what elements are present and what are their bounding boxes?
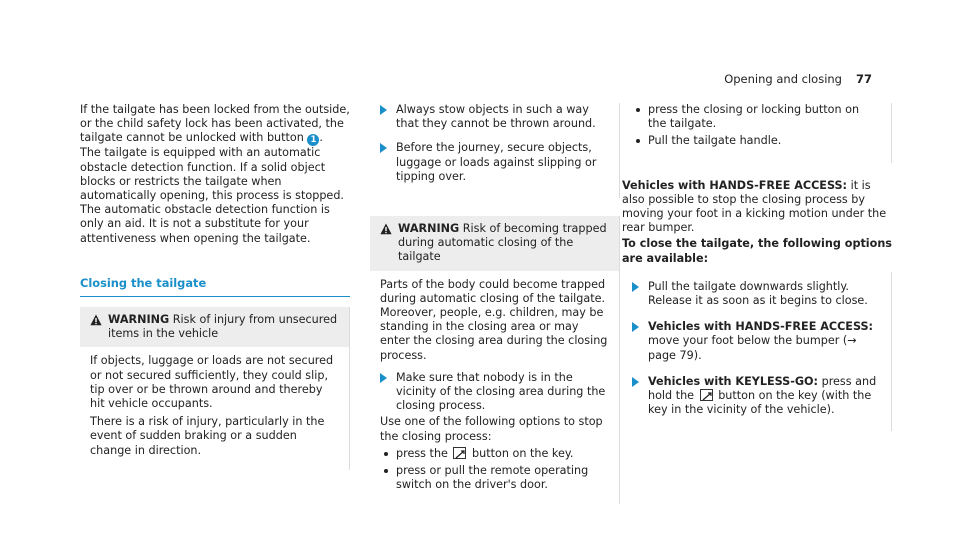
section-name: Opening and closing: [724, 72, 842, 86]
warning-header: [80, 307, 349, 347]
options-intro: Use one of the following options to stop the closing process:: [380, 415, 603, 443]
warning-triangle-icon: [90, 314, 102, 326]
step-arrow-icon: [632, 282, 639, 292]
warning-body: [80, 347, 349, 469]
list-item-text-b: button on the key.: [472, 446, 574, 460]
step-item: [380, 371, 609, 414]
bullet-dot: [636, 139, 640, 143]
list-item-text: press or pull the remote operating switch on the driver's door.: [396, 464, 589, 492]
steps-box-stow: [370, 103, 620, 198]
paragraph-obstacle-detection: The tailgate is equipped with an automatic obstacle detection function. If a solid object blocks or restricts the tailgate when automatically opening, this process is stopped. The automatic obstacle detection function is only an aid. It is not a substitute for your attentiveness when opening the tailgate.: [80, 146, 344, 245]
hands-free-label: Vehicles with HANDS-FREE ACCESS:: [622, 178, 848, 192]
list-item-text: press the closing or locking button on the tailgate.: [648, 103, 860, 131]
warning-text-1: If objects, luggage or loads are not secured or not secured sufficiently, they could slip, tip over or be thrown around and thereby hit vehicle occupants.: [90, 354, 334, 411]
warning-header: [370, 216, 619, 271]
section-title-closing: Closing the tailgate: [80, 276, 350, 297]
column-2: [370, 103, 620, 504]
tailgate-button-icon: [700, 389, 713, 401]
step-arrow-icon: [632, 322, 639, 332]
step-text-b: button on the key (with the key in the vicinity of the vehicle).: [648, 389, 872, 417]
column-3: [622, 103, 892, 431]
step-item: [632, 280, 879, 308]
page-number: 77: [855, 72, 872, 86]
tailgate-button-icon: [453, 447, 466, 459]
step-text-a: press and hold the: [648, 374, 877, 403]
step-item: [380, 103, 607, 131]
step-arrow-icon: [380, 143, 387, 153]
step-item: [632, 320, 879, 363]
step-text: Pull the tailgate downwards slightly. Release it as soon as it begins to close.: [648, 279, 868, 308]
paragraph-hands-free: [622, 179, 892, 236]
step-arrow-icon: [380, 105, 387, 115]
warning-body: [370, 271, 619, 505]
step-text-a: move your foot below the bumper (: [648, 334, 848, 348]
steps-box-close: [622, 272, 892, 432]
step-item: [632, 375, 879, 418]
step-text: [648, 320, 879, 363]
step-text: Before the journey, secure objects, luggage or loads against slipping or tipping over.: [396, 141, 597, 183]
bullet-dot: [384, 452, 388, 456]
step-text: Make sure that nobody is in the vicinity of the closing area during the closing process.: [396, 370, 606, 413]
list-item: [380, 464, 609, 492]
paragraph-text: If the tailgate has been locked from the outside, or the child safety lock has been activated, the tailgate cannot be unlocked with button: [80, 103, 350, 145]
page-header: [724, 72, 872, 86]
warning-text: Parts of the body could become trapped during automatic closing of the tailgate. Moreover, people, e.g. children, may be standing in the closing area or may enter the closing area during the closing process.: [380, 277, 608, 362]
paragraph-text-end: .: [319, 131, 323, 145]
bullet-dot: [384, 469, 388, 473]
warning-label: WARNING: [398, 222, 460, 236]
warning-triangle-icon: [380, 223, 392, 235]
bullets-box: [622, 103, 892, 163]
button-ref-badge: 1: [307, 134, 319, 146]
list-item: [632, 134, 879, 148]
column-1: [80, 103, 350, 470]
list-item-text: Pull the tailgate handle.: [648, 134, 782, 148]
step-text: Always stow objects in such a way that they cannot be thrown around.: [396, 103, 596, 131]
step-arrow-icon: [632, 377, 639, 387]
step-arrow-icon: [380, 373, 387, 383]
list-item-text: [396, 447, 573, 461]
list-item: [632, 103, 879, 131]
warning-box-unsecured-items: [80, 307, 350, 470]
step-label: Vehicles with HANDS-FREE ACCESS:: [648, 320, 874, 334]
step-label: Vehicles with KEYLESS-GO:: [648, 374, 819, 388]
warning-title: Risk of becoming trapped during automatic closing of the tailgate: [398, 222, 607, 264]
list-item-text-a: press the: [396, 446, 448, 460]
bullet-dot: [636, 108, 640, 112]
page-ref-arrow-icon: →: [847, 334, 857, 348]
step-item: [380, 141, 607, 184]
list-item: [380, 447, 609, 461]
warning-title: Risk of injury from unsecured items in the vehicle: [108, 313, 338, 341]
step-text: [648, 375, 879, 418]
page-reference[interactable]: page 79).: [648, 348, 702, 362]
warning-box-trapped: [370, 216, 620, 504]
warning-label: WARNING: [108, 313, 170, 327]
hands-free-text: it is also possible to stop the closing process by moving your foot in a kicking motion under the rear bumper.: [622, 178, 887, 235]
close-heading: To close the tailgate, the following options are available:: [622, 237, 892, 265]
warning-text-2: There is a risk of injury, particularly in the event of sudden braking or a sudden change in direction.: [90, 415, 325, 457]
paragraph-locked-tailgate: [80, 103, 350, 146]
